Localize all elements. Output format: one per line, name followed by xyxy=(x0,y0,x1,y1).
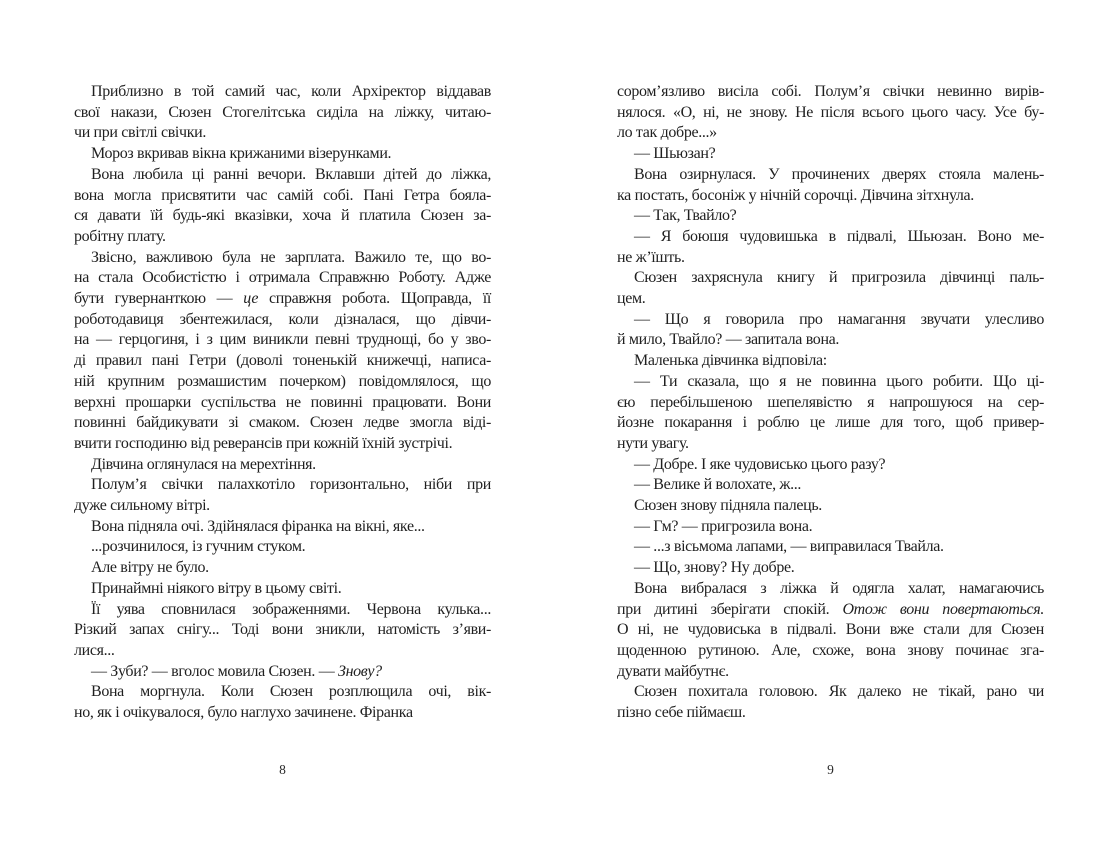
text-line xyxy=(617,310,1044,331)
paragraph xyxy=(74,662,491,683)
paragraph xyxy=(617,517,1044,538)
page-left xyxy=(74,0,491,850)
text-segment: ...розчинилося, із гучним стуком. xyxy=(91,538,306,556)
paragraph xyxy=(617,455,1044,476)
paragraph xyxy=(74,600,491,662)
text-segment: Дівчина оглянулася на мерехтіння. xyxy=(91,455,316,473)
text-segment: щоденною рутиною. Але, схоже, вона знову починає зга- xyxy=(617,641,1044,659)
text-segment: Вона моргнула. Коли Сюзен розплющила очі, вік- xyxy=(91,683,491,701)
text-line xyxy=(617,248,1044,269)
text-segment: вчити господиню від реверансів при кожній їхній зустрічі. xyxy=(74,434,453,452)
text-segment: Різкий запах снігу... Тоді вони зникли, натомість з’яви- xyxy=(74,621,491,639)
paragraph xyxy=(617,558,1044,579)
text-segment: нялося. «О, ні, не знову. Не після всього цього часу. Усе бу- xyxy=(617,103,1044,121)
italic-text-segment: Знову? xyxy=(338,662,382,680)
text-line xyxy=(74,330,491,351)
paragraph xyxy=(617,682,1044,723)
text-line xyxy=(617,620,1044,641)
page-number-right: 9 xyxy=(827,762,834,777)
text-line xyxy=(617,579,1044,600)
paragraph xyxy=(617,496,1044,517)
text-segment: справжня робота. Щоправда, її xyxy=(258,290,491,308)
text-segment: — Добре. І яке чудовисько цього разу? xyxy=(634,455,886,473)
text-segment: свої накази, Сюзен Стогелітська сиділа на ліжку, читаю- xyxy=(74,103,491,121)
text-segment: Вона підняла очі. Здійнялася фіранка на вікні, яке... xyxy=(91,517,425,535)
text-line xyxy=(617,351,1044,372)
text-segment: — Що я говорила про намагання звучати улесливо xyxy=(634,310,1044,328)
text-segment: вона могла присвятити час самій собі. Пані Гетра бояла- xyxy=(74,186,491,204)
text-line xyxy=(617,455,1044,476)
text-segment: ло так добре...» xyxy=(617,124,717,142)
text-segment: О ні, не чудовиська в підвалі. Вони вже стали для Сюзен xyxy=(617,621,1044,639)
paragraph xyxy=(617,475,1044,496)
text-segment: Полум’я свічки палахкотіло горизонтально, ніби при xyxy=(91,476,491,494)
text-segment: Але вітру не було. xyxy=(91,559,209,577)
text-line xyxy=(617,413,1044,434)
text-segment: — Гм? — пригрозила вона. xyxy=(634,517,813,535)
paragraph xyxy=(617,537,1044,558)
text-segment: ді правил пані Гетри (доволі тоненькій книжечці, написа- xyxy=(74,352,491,370)
text-segment: Вона любила ці ранні вечори. Вклавши дітей до ліжка, xyxy=(91,165,491,183)
text-line xyxy=(617,537,1044,558)
text-line xyxy=(74,206,491,227)
text-segment: на — герцогиня, і з цим виникли певні труднощі, бо у зво- xyxy=(74,331,491,349)
paragraph xyxy=(617,579,1044,683)
text-segment: Звісно, важливою була не зарплата. Важило те, що во- xyxy=(91,248,491,266)
text-segment: Мороз вкривав вікна крижаними візерунками. xyxy=(91,145,392,163)
text-segment: роботодавиця збентежилася, коли дізналася, що дівчи- xyxy=(74,310,491,328)
text-line xyxy=(74,475,491,496)
text-segment: ній крупним розмашистим почерком) повідомлялося, що xyxy=(74,372,491,390)
text-segment: ка постать, босоніж у нічній сорочці. Дівчина зітхнула. xyxy=(617,186,974,204)
paragraph xyxy=(617,227,1044,268)
italic-text-segment: Отож вони повертаються. xyxy=(842,600,1044,618)
text-line xyxy=(74,165,491,186)
text-line xyxy=(74,537,491,558)
text-line xyxy=(74,579,491,600)
text-line xyxy=(617,393,1044,414)
text-segment: дуже сильному вітрі. xyxy=(74,497,210,515)
text-segment: но, як і очікувалося, було наглухо зачинене. Фіранка xyxy=(74,704,413,722)
text-segment: — Я боюшя чудовишька в підвалі, Шьюзан. Воно ме- xyxy=(634,227,1044,245)
text-line xyxy=(74,434,491,455)
text-line xyxy=(74,372,491,393)
text-line xyxy=(74,227,491,248)
text-segment: — Велике й волохате, ж... xyxy=(634,476,802,494)
text-line xyxy=(617,186,1044,207)
text-segment: — Ти сказала, що я не повинна цього робити. Що ці- xyxy=(634,372,1044,390)
text-line xyxy=(617,558,1044,579)
text-line xyxy=(617,268,1044,289)
text-line xyxy=(74,496,491,517)
text-line xyxy=(74,558,491,579)
text-segment: — Шьюзан? xyxy=(634,145,716,163)
paragraph xyxy=(617,82,1044,144)
paragraph xyxy=(617,310,1044,351)
text-line xyxy=(74,351,491,372)
text-line xyxy=(74,682,491,703)
text-segment: Сюзен знову підняла палець. xyxy=(634,497,822,515)
text-line xyxy=(617,641,1044,662)
text-segment: на стала Особистістю і отримала Справжню Роботу. Адже xyxy=(74,269,491,287)
text-line xyxy=(617,434,1044,455)
text-segment: Маленька дівчинка відповіла: xyxy=(634,352,827,370)
text-line xyxy=(617,372,1044,393)
text-line xyxy=(74,82,491,103)
text-line xyxy=(74,641,491,662)
text-segment: при дитині зберігати спокій. xyxy=(617,600,843,618)
text-line xyxy=(617,289,1044,310)
paragraph xyxy=(617,144,1044,165)
text-line xyxy=(74,455,491,476)
text-line xyxy=(617,496,1044,517)
text-line xyxy=(74,248,491,269)
text-line xyxy=(617,517,1044,538)
text-line xyxy=(74,393,491,414)
text-line xyxy=(74,144,491,165)
text-line xyxy=(74,289,491,310)
text-line xyxy=(617,330,1044,351)
text-line xyxy=(617,703,1044,724)
text-segment: сором’язливо висіла собі. Полум’я свічки невинно вирів- xyxy=(617,83,1044,100)
text-line xyxy=(617,82,1044,103)
paragraph xyxy=(74,82,491,144)
page-right-text-column xyxy=(617,82,1044,724)
text-line xyxy=(617,144,1044,165)
paragraph xyxy=(74,455,491,476)
text-line xyxy=(617,682,1044,703)
paragraph xyxy=(74,475,491,516)
paragraph xyxy=(74,682,491,723)
text-segment: — Зуби? — вголос мовила Сюзен. — xyxy=(91,662,338,680)
text-line xyxy=(74,703,491,724)
text-line xyxy=(617,600,1044,621)
text-segment: бути гувернанткою — xyxy=(74,290,244,308)
text-segment: Сюзен похитала головою. Як далеко не тікай, рано чи xyxy=(634,683,1044,701)
text-line xyxy=(617,227,1044,248)
text-segment: повинні байдикувати зі смаком. Сюзен ледве змогла віді- xyxy=(74,414,491,432)
text-segment: й мило, Твайло? — запитала вона. xyxy=(617,331,840,349)
text-line xyxy=(617,662,1044,683)
text-segment: пізно себе піймаєш. xyxy=(617,704,746,722)
text-segment: Принаймні ніякого вітру в цьому світі. xyxy=(91,579,342,597)
text-line xyxy=(617,103,1044,124)
page-number-left: 8 xyxy=(279,762,286,777)
paragraph xyxy=(74,517,491,538)
page-right xyxy=(617,0,1044,850)
text-line xyxy=(617,165,1044,186)
paragraph xyxy=(74,579,491,600)
text-segment: — ...з вісьмома лапами, — виправилася Твайла. xyxy=(634,538,944,556)
text-line xyxy=(74,662,491,683)
text-segment: йозне покарання і роблю це лише для того, щоб привер- xyxy=(617,414,1044,432)
text-segment: Вона озирнулася. У прочинених дверях стояла малень- xyxy=(634,165,1044,183)
paragraph xyxy=(74,165,491,248)
text-line xyxy=(74,186,491,207)
text-line xyxy=(74,600,491,621)
text-segment: дувати майбутнє. xyxy=(617,662,729,680)
text-segment: єю перебільшеною шепелявістю я напрошуюся на сер- xyxy=(617,393,1044,411)
text-line xyxy=(617,475,1044,496)
paragraph xyxy=(617,372,1044,455)
text-line xyxy=(74,620,491,641)
text-segment: Вона вибралася з ліжка й одягла халат, намагаючись xyxy=(634,579,1044,597)
text-segment: нути увагу. xyxy=(617,434,689,452)
text-segment: — Що, знову? Ну добре. xyxy=(634,559,795,577)
text-segment: ся давати їй будь-які вказівки, хоча й платила Сюзен за- xyxy=(74,207,491,225)
text-segment: чи при світлі свічки. xyxy=(74,124,206,142)
text-line xyxy=(74,103,491,124)
text-line xyxy=(74,517,491,538)
paragraph xyxy=(617,268,1044,309)
paragraph xyxy=(74,537,491,558)
paragraph xyxy=(617,206,1044,227)
text-segment: — Так, Твайло? xyxy=(634,207,737,225)
text-segment: не ж’їшть. xyxy=(617,248,685,266)
text-segment: верхні прошарки суспільства не повинні працювати. Вони xyxy=(74,393,491,411)
text-segment: Приблизно в той самий час, коли Архіректор віддавав xyxy=(91,83,491,100)
paragraph xyxy=(617,351,1044,372)
page-left-text-column xyxy=(74,82,491,724)
text-line xyxy=(74,123,491,144)
text-segment: цем. xyxy=(617,290,646,308)
text-segment: робітну плату. xyxy=(74,227,166,245)
text-line xyxy=(74,310,491,331)
text-line xyxy=(617,123,1044,144)
text-line xyxy=(74,268,491,289)
paragraph xyxy=(74,144,491,165)
italic-text-segment: це xyxy=(243,290,259,308)
text-segment: Сюзен захряснула книгу й пригрозила дівчинці паль- xyxy=(634,269,1044,287)
text-line xyxy=(617,206,1044,227)
text-line xyxy=(74,413,491,434)
paragraph xyxy=(74,558,491,579)
paragraph xyxy=(74,248,491,455)
text-segment: Її уява сповнилася зображеннями. Червона кулька... xyxy=(91,600,491,618)
text-segment: лися... xyxy=(74,641,115,659)
paragraph xyxy=(617,165,1044,206)
